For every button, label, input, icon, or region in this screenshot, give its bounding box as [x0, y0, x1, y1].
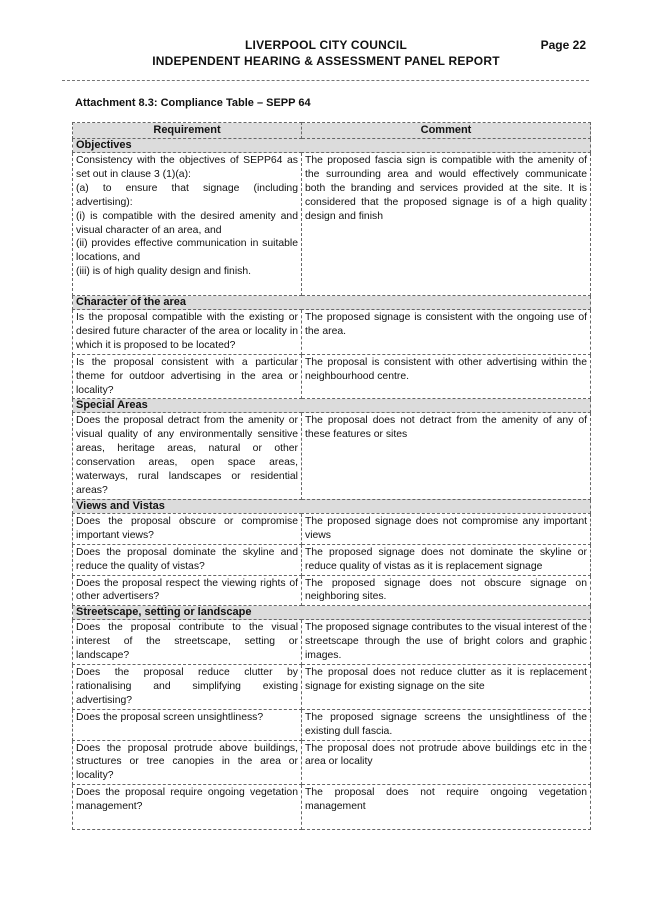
requirement-cell: Does the proposal require ongoing vegetation management? [73, 785, 302, 830]
requirement-cell: Does the proposal obscure or compromise important views? [73, 513, 302, 544]
table-row [73, 513, 591, 544]
table-row [73, 740, 591, 785]
comment-cell: The proposal does not reduce clutter as it is replacement signage for existing signage on the site [302, 665, 591, 710]
section-header-row [73, 399, 591, 413]
comment-cell: The proposal does not protrude above buildings etc in the area or locality [302, 740, 591, 785]
requirement-cell: Does the proposal screen unsightliness? [73, 709, 302, 740]
comment-cell: The proposal does not detract from the amenity of any of these features or sites [302, 413, 591, 499]
table-row [73, 310, 591, 355]
attachment-title: Attachment 8.3: Compliance Table – SEPP 64 [75, 97, 311, 109]
requirement-line: (ii) provides effective communication in suitable locations, and [76, 238, 298, 264]
section-header-row [73, 606, 591, 620]
header-divider [62, 80, 589, 81]
requirement-cell: Does the proposal dominate the skyline and reduce the quality of vistas? [73, 544, 302, 575]
table-row [73, 575, 591, 606]
section-title: Streetscape, setting or landscape [73, 606, 591, 620]
section-title: Objectives [73, 139, 591, 153]
table-row [73, 665, 591, 710]
requirement-line: Consistency with the objectives of SEPP64 as set out in clause 3 (1)(a): [76, 155, 298, 180]
section-header-row [73, 296, 591, 310]
requirement-line: (a) to ensure that signage (including advertising): [76, 182, 298, 208]
table-row [73, 544, 591, 575]
section-header-row [73, 139, 591, 153]
comment-cell: The proposed signage contributes to the visual interest of the streetscape through the use of bright colors and graphic images. [302, 620, 591, 665]
requirement-column-header: Requirement [73, 123, 302, 139]
page-number: Page 22 [540, 38, 586, 52]
requirement-cell: Does the proposal protrude above buildings, structures or tree canopies in the area or locality? [73, 740, 302, 785]
comment-cell: The proposed signage does not dominate the skyline or reduce quality of vistas as it is replacement signage [302, 544, 591, 575]
requirement-line: (i) is compatible with the desired amenity and visual character of an area, and [76, 210, 298, 236]
table-header-row [73, 123, 591, 139]
table-row [73, 709, 591, 740]
requirement-cell: Is the proposal compatible with the existing or desired future character of the area or locality in which it is proposed to be located? [73, 310, 302, 355]
table-row [73, 153, 591, 296]
requirement-cell: Does the proposal contribute to the visual interest of the streetscape, setting or landscape? [73, 620, 302, 665]
section-title: Views and Vistas [73, 499, 591, 513]
section-title: Character of the area [73, 296, 591, 310]
comment-cell: The proposed fascia sign is compatible with the amenity of the surrounding area and would effectively communicate both the branding and services provided at the site. It is considered that the proposed signage is of a high quality design and finish [302, 153, 591, 296]
requirement-cell: Is the proposal consistent with a particular theme for outdoor advertising in the area or locality? [73, 354, 302, 399]
comment-cell: The proposed signage screens the unsightliness of the existing dull fascia. [302, 709, 591, 740]
table-row [73, 413, 591, 499]
requirement-line: (iii) is of high quality design and finish. [76, 266, 252, 278]
table-row [73, 785, 591, 830]
page-header [0, 38, 652, 78]
compliance-table [72, 122, 591, 830]
table-row [73, 354, 591, 399]
table-row [73, 620, 591, 665]
section-header-row [73, 499, 591, 513]
comment-cell: The proposal does not require ongoing vegetation management [302, 785, 591, 830]
comment-column-header: Comment [302, 123, 591, 139]
requirement-cell [73, 153, 302, 296]
requirement-cell: Does the proposal respect the viewing rights of other advertisers? [73, 575, 302, 606]
requirement-cell: Does the proposal detract from the amenity or visual quality of any environmentally sensitive areas, heritage areas, natural or other conservation areas, open space areas, waterways, rural landscapes or residential areas? [73, 413, 302, 499]
comment-cell: The proposed signage does not compromise any important views [302, 513, 591, 544]
comment-cell: The proposal is consistent with other advertising within the neighbourhood centre. [302, 354, 591, 399]
comment-cell: The proposed signage is consistent with the ongoing use of the area. [302, 310, 591, 355]
requirement-cell: Does the proposal reduce clutter by rationalising and simplifying existing advertising? [73, 665, 302, 710]
comment-cell: The proposed signage does not obscure signage on neighboring sites. [302, 575, 591, 606]
report-title: INDEPENDENT HEARING & ASSESSMENT PANEL REPORT [152, 54, 500, 68]
section-title: Special Areas [73, 399, 591, 413]
organisation-name: LIVERPOOL CITY COUNCIL [245, 38, 407, 52]
